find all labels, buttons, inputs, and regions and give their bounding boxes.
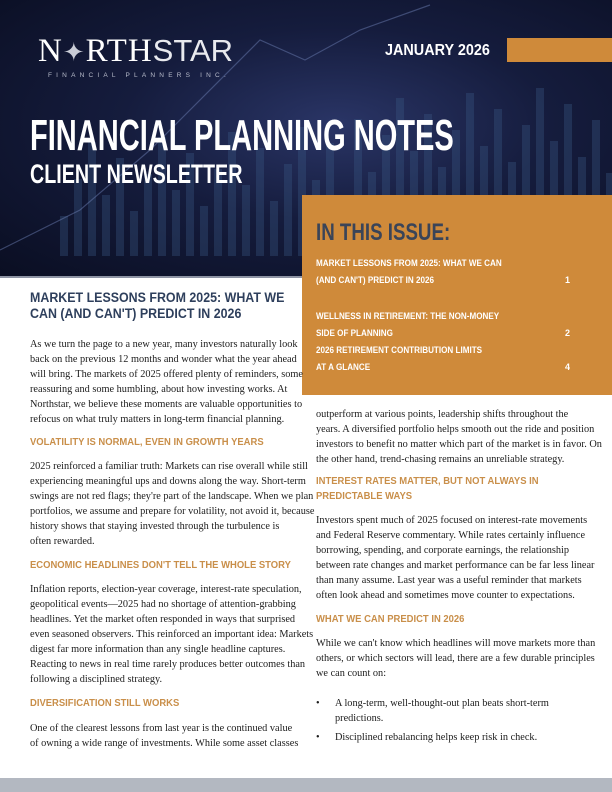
decorative-bar bbox=[242, 185, 250, 256]
text-line: SIDE OF PLANNING bbox=[316, 328, 393, 338]
decorative-bar bbox=[130, 211, 138, 256]
text-line: borrowing, spending, and corporate earnings, the relationship bbox=[316, 545, 570, 556]
section-paragraph bbox=[30, 582, 313, 687]
section-paragraph bbox=[316, 407, 602, 467]
text-line: will bring. The markets of 2025 offered plenty of reminders, some bbox=[30, 369, 303, 380]
decorative-bar bbox=[172, 190, 180, 256]
text-line: back on the previous 12 months and wonder what the year ahead bbox=[30, 354, 297, 365]
toc-page-number: 2 bbox=[564, 328, 570, 338]
section-heading bbox=[30, 558, 320, 573]
text-line: the other hand, trend-chasing remains an unreliable strategy. bbox=[316, 454, 565, 465]
toc-item[interactable] bbox=[316, 255, 606, 289]
text-line: Disciplined rebalancing helps keep risk in check. bbox=[335, 732, 538, 743]
text-line: MARKET LESSONS FROM 2025: WHAT WE bbox=[30, 290, 285, 305]
text-line: history shows that staying invested through the turbulence is bbox=[30, 521, 280, 532]
accent-tab bbox=[507, 38, 612, 62]
footer-bar bbox=[0, 778, 612, 792]
decorative-bar bbox=[200, 206, 208, 256]
bullet-item bbox=[316, 730, 537, 745]
text-line: MARKET LESSONS FROM 2025: WHAT WE CAN bbox=[316, 258, 502, 268]
text-line: others, or which sectors will lead, there are a few durable principles bbox=[316, 653, 595, 664]
decorative-bar bbox=[256, 148, 264, 256]
toc-item[interactable] bbox=[316, 342, 606, 376]
text-line: PREDICTABLE WAYS bbox=[316, 490, 413, 502]
text-line: often look ahead and sometimes move counter to expectations. bbox=[316, 590, 575, 601]
decorative-bar bbox=[102, 195, 110, 256]
text-line: CAN (AND CAN'T) PREDICT IN 2026 bbox=[30, 306, 242, 321]
text-line: While we can't know which headlines will move markets more than bbox=[316, 638, 596, 649]
text-line: digest far more information than any single headline captures. bbox=[30, 644, 286, 655]
text-line: geopolitical events—2025 had no shortage of attention-grabbing bbox=[30, 599, 296, 610]
text-line: refocus on what truly matters in long-term financial planning. bbox=[30, 414, 285, 425]
text-line: 2025 reinforced a familiar truth: Markets can rise overall while still bbox=[30, 461, 308, 472]
text-line: between rate changes and market performance can be far less linear bbox=[316, 560, 595, 571]
section-heading bbox=[316, 474, 563, 504]
text-line: of owning a wide range of investments. While some asset classes bbox=[30, 738, 299, 749]
text-line: portfolios, we assume and prepare for volatility, not avoid it, because bbox=[30, 506, 315, 517]
logo-subtitle: FINANCIAL PLANNERS INC. bbox=[48, 72, 230, 79]
toc-page-number: 4 bbox=[564, 362, 570, 372]
text-line: WELLNESS IN RETIREMENT: THE NON-MONEY bbox=[316, 311, 500, 321]
text-line: and Federal Reserve commentary. While rates certainly influence bbox=[316, 530, 586, 541]
decorative-bar bbox=[270, 201, 278, 256]
article-title bbox=[30, 290, 307, 322]
bullet-icon: • bbox=[316, 698, 320, 709]
text-line: experiencing meaningful ups and downs along the way. Short-term bbox=[30, 476, 306, 487]
text-line: ECONOMIC HEADLINES DON'T TELL THE WHOLE STORY bbox=[30, 559, 291, 571]
newsletter-title: FINANCIAL PLANNING NOTES bbox=[30, 111, 454, 160]
text-line: 2026 RETIREMENT CONTRIBUTION LIMITS bbox=[316, 345, 483, 355]
text-line: predictions. bbox=[335, 713, 384, 724]
divider bbox=[0, 276, 302, 278]
text-line: A long-term, well-thought-out plan beats short-term bbox=[335, 698, 549, 709]
text-line: we can count on: bbox=[316, 668, 387, 679]
bullet-item bbox=[316, 696, 549, 726]
logo: N✦RTHSTAR bbox=[38, 33, 234, 69]
text-line: often rewarded. bbox=[30, 536, 95, 547]
text-line: Inflation reports, election-year coverage, interest-rate speculation, bbox=[30, 584, 302, 595]
text-line: investors to benefit no matter which part of the market is in favor. On bbox=[316, 439, 602, 450]
newsletter-subtitle: CLIENT NEWSLETTER bbox=[30, 159, 243, 189]
section-paragraph bbox=[30, 459, 314, 549]
toc-item[interactable] bbox=[316, 308, 606, 342]
text-line: VOLATILITY IS NORMAL, EVEN IN GROWTH YEARS bbox=[30, 436, 264, 448]
text-line: DIVERSIFICATION STILL WORKS bbox=[30, 697, 180, 709]
text-line: swings are not red flags; they're part of the landscape. When we plan bbox=[30, 491, 314, 502]
text-line: WHAT WE CAN PREDICT IN 2026 bbox=[316, 613, 465, 625]
text-line: Northstar, we believe these moments are valuable opportunities to bbox=[30, 399, 303, 410]
section-paragraph bbox=[316, 513, 594, 603]
issue-date: JANUARY 2026 bbox=[385, 42, 490, 59]
decorative-bar bbox=[60, 216, 68, 256]
intro-paragraph bbox=[30, 337, 303, 427]
section-heading bbox=[30, 435, 290, 450]
text-line: than many assume. Last year was a useful reminder that markets bbox=[316, 575, 582, 586]
text-line: As we turn the page to a new year, many investors naturally look bbox=[30, 339, 298, 350]
text-line: outperform at various points, leadership shifts throughout the bbox=[316, 409, 569, 420]
text-line: One of the clearest lessons from last year is the continued value bbox=[30, 723, 293, 734]
section-heading bbox=[316, 612, 481, 627]
section-paragraph bbox=[30, 721, 298, 751]
text-line: Investors spent much of 2025 focused on interest-rate movements bbox=[316, 515, 588, 526]
toc-page-number: 1 bbox=[564, 275, 570, 285]
text-line: Reacting to news in real time rarely produces better outcomes than bbox=[30, 659, 306, 670]
section-paragraph bbox=[316, 636, 595, 681]
text-line: years. A diversified portfolio helps smooth out the ride and position bbox=[316, 424, 595, 435]
decorative-bar bbox=[74, 179, 82, 256]
bullet-icon: • bbox=[316, 732, 320, 743]
text-line: INTEREST RATES MATTER, BUT NOT ALWAYS IN bbox=[316, 475, 539, 487]
in-this-issue-heading: IN THIS ISSUE: bbox=[316, 219, 451, 246]
text-line: (AND CAN'T) PREDICT IN 2026 bbox=[316, 275, 435, 285]
text-line: following a disciplined strategy. bbox=[30, 674, 163, 685]
section-heading bbox=[30, 696, 196, 711]
in-this-issue-box bbox=[302, 195, 612, 395]
text-line: reassuring and some humbling, about how investing works. At bbox=[30, 384, 288, 395]
text-line: AT A GLANCE bbox=[316, 362, 371, 372]
text-line: even seasoned observers. This reinforced an important idea: Markets bbox=[30, 629, 314, 640]
text-line: headlines. Yet the market often responded in ways that surprised bbox=[30, 614, 296, 625]
decorative-bar bbox=[284, 164, 292, 256]
